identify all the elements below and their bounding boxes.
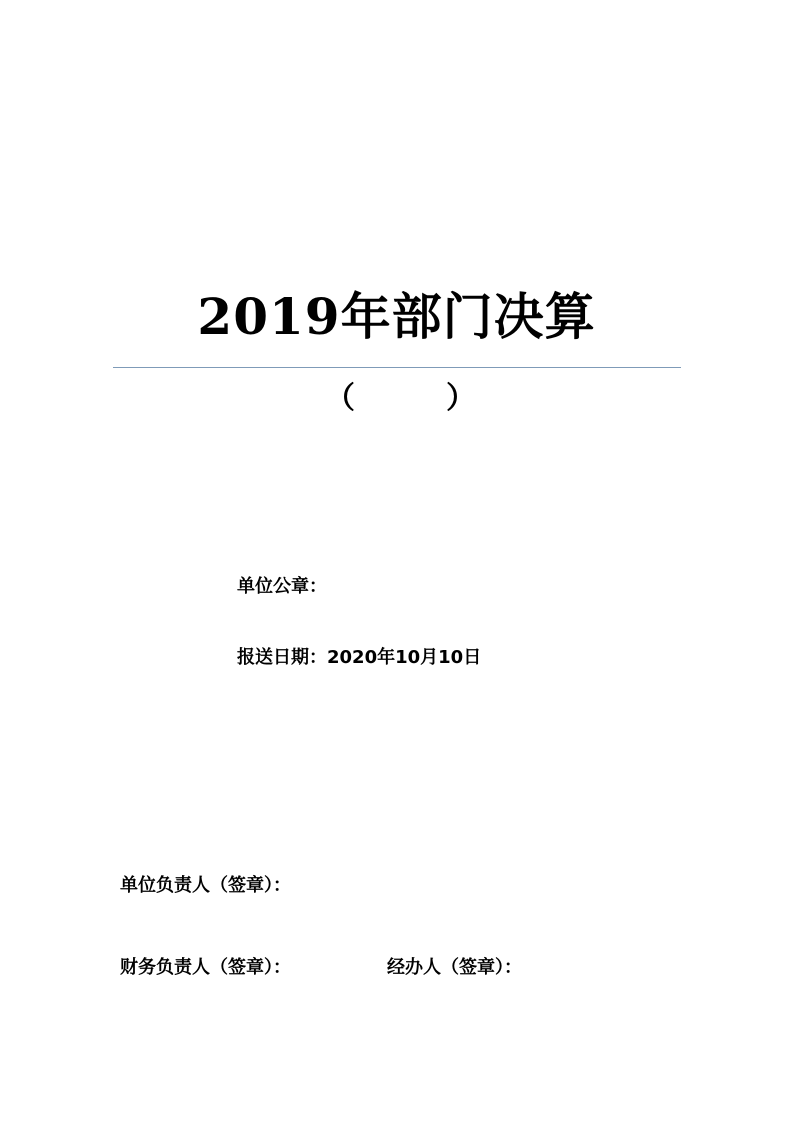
submit-date-label: 报送日期：2020年10月10日 — [237, 647, 482, 668]
document-title: 2019年部门决算 — [197, 287, 596, 346]
finance-head-signature-label: 财务负责人（签章）： — [120, 957, 291, 978]
title-divider — [113, 367, 681, 368]
subtitle-close-paren: ） — [446, 381, 476, 416]
unit-seal-label: 单位公章： — [237, 576, 327, 597]
handler-signature-label: 经办人（签章）： — [387, 957, 522, 978]
subtitle-open-paren: （ — [325, 381, 355, 416]
unit-head-signature-label: 单位负责人（签章）： — [120, 875, 291, 896]
